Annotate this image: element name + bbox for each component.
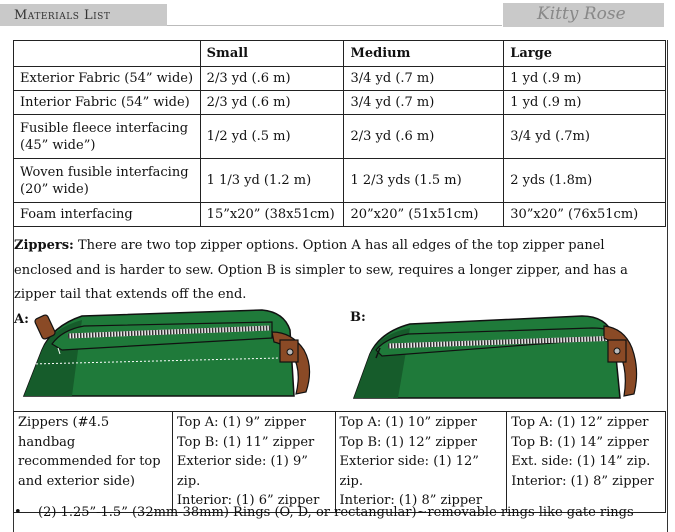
header-divider xyxy=(167,25,502,26)
row-small: 2/3 yd (.6 m) xyxy=(200,67,344,91)
row-item: Fusible fleece interfacing (45” wide”) xyxy=(14,115,201,159)
bag-illustration-a xyxy=(22,306,317,398)
row-large: 1 yd (.9 m) xyxy=(504,91,666,115)
row-medium: 20”x20” (51x51cm) xyxy=(344,203,504,227)
zipper-label-cell: Zippers (#4.5 handbag recommended for top and exterior side) xyxy=(14,412,173,513)
bag-illustration-b xyxy=(352,310,644,400)
materials-header-row xyxy=(14,41,666,67)
row-small: 1/2 yd (.5 m) xyxy=(200,115,344,159)
row-medium: 3/4 yd (.7 m) xyxy=(344,91,504,115)
row-item: Exterior Fabric (54” wide) xyxy=(14,67,201,91)
table-row xyxy=(14,67,666,91)
list-item: Top B: (1) 11” zipper xyxy=(176,434,315,450)
list-item: Interior: (1) 8” zipper xyxy=(339,493,483,508)
zipper-table xyxy=(13,411,666,513)
figure-b-label: B: xyxy=(350,310,366,325)
zippers-paragraph xyxy=(14,234,664,308)
list-item: Top A: (1) 10” zipper xyxy=(339,415,477,430)
row-large: 3/4 yd (.7m) xyxy=(504,115,666,159)
row-medium: 3/4 yd (.7 m) xyxy=(344,67,504,91)
strap-tab-left xyxy=(34,314,56,340)
zippers-label: Zippers: xyxy=(14,238,74,253)
bullet-text: (2) 1.25”-1.5” (32mm-38mm) Rings (O, D, or rectangular)~removable rings like gate rings xyxy=(38,505,634,520)
list-item: Interior: (1) 6” zipper xyxy=(176,493,320,508)
list-item: Top A: (1) 12” zipper xyxy=(511,415,649,430)
list-item: Top B: (1) 12” zipper xyxy=(339,434,477,450)
zipper-small-cell xyxy=(172,412,335,513)
row-medium: 1 2/3 yds (1.5 m) xyxy=(344,159,504,203)
table-row xyxy=(14,412,666,513)
row-medium: 2/3 yd (.6 m) xyxy=(344,115,504,159)
materials-table xyxy=(13,40,666,227)
section-title: Materials List xyxy=(14,8,111,23)
list-item: Exterior side: (1) 9” zip. xyxy=(176,454,308,489)
row-small: 15”x20” (38x51cm) xyxy=(200,203,344,227)
brand-signature: Kitty Rose xyxy=(537,4,626,24)
zipper-large-cell xyxy=(507,412,666,513)
zippers-description: There are two top zipper options. Option A has all edges of the top zipper panel enclosed and is harder to sew. Option B is simpler to sew, requires a longer zipper, and has a zipper tail that extends off the end. xyxy=(14,238,628,302)
zipper-medium-cell xyxy=(335,412,507,513)
col-header-small: Small xyxy=(200,41,344,67)
brand-bar xyxy=(503,3,664,27)
row-large: 2 yds (1.8m) xyxy=(504,159,666,203)
table-row xyxy=(14,159,666,203)
row-small: 1 1/3 yd (1.2 m) xyxy=(200,159,344,203)
list-item: Exterior side: (1) 12” zip. xyxy=(339,454,479,489)
figure-a-label: A: xyxy=(14,312,29,327)
col-header-item xyxy=(14,41,201,67)
list-item: Interior: (1) 8” zipper xyxy=(511,473,654,489)
col-header-large: Large xyxy=(504,41,666,67)
bullet-icon: • xyxy=(14,505,22,520)
row-item: Interior Fabric (54” wide) xyxy=(14,91,201,115)
list-item: Ext. side: (1) 14” zip. xyxy=(511,454,651,469)
table-row xyxy=(14,91,666,115)
row-small: 2/3 yd (.6 m) xyxy=(200,91,344,115)
table-row xyxy=(14,115,666,159)
table-row xyxy=(14,203,666,227)
section-title-bar xyxy=(0,4,167,26)
col-header-medium: Medium xyxy=(344,41,504,67)
row-large: 30”x20” (76x51cm) xyxy=(504,203,666,227)
list-item: Top B: (1) 14” zipper xyxy=(511,434,649,450)
row-item: Foam interfacing xyxy=(14,203,201,227)
list-item: Top A: (1) 9” zipper xyxy=(176,415,306,430)
row-large: 1 yd (.9 m) xyxy=(504,67,666,91)
row-item: Woven fusible interfacing (20” wide) xyxy=(14,159,201,203)
